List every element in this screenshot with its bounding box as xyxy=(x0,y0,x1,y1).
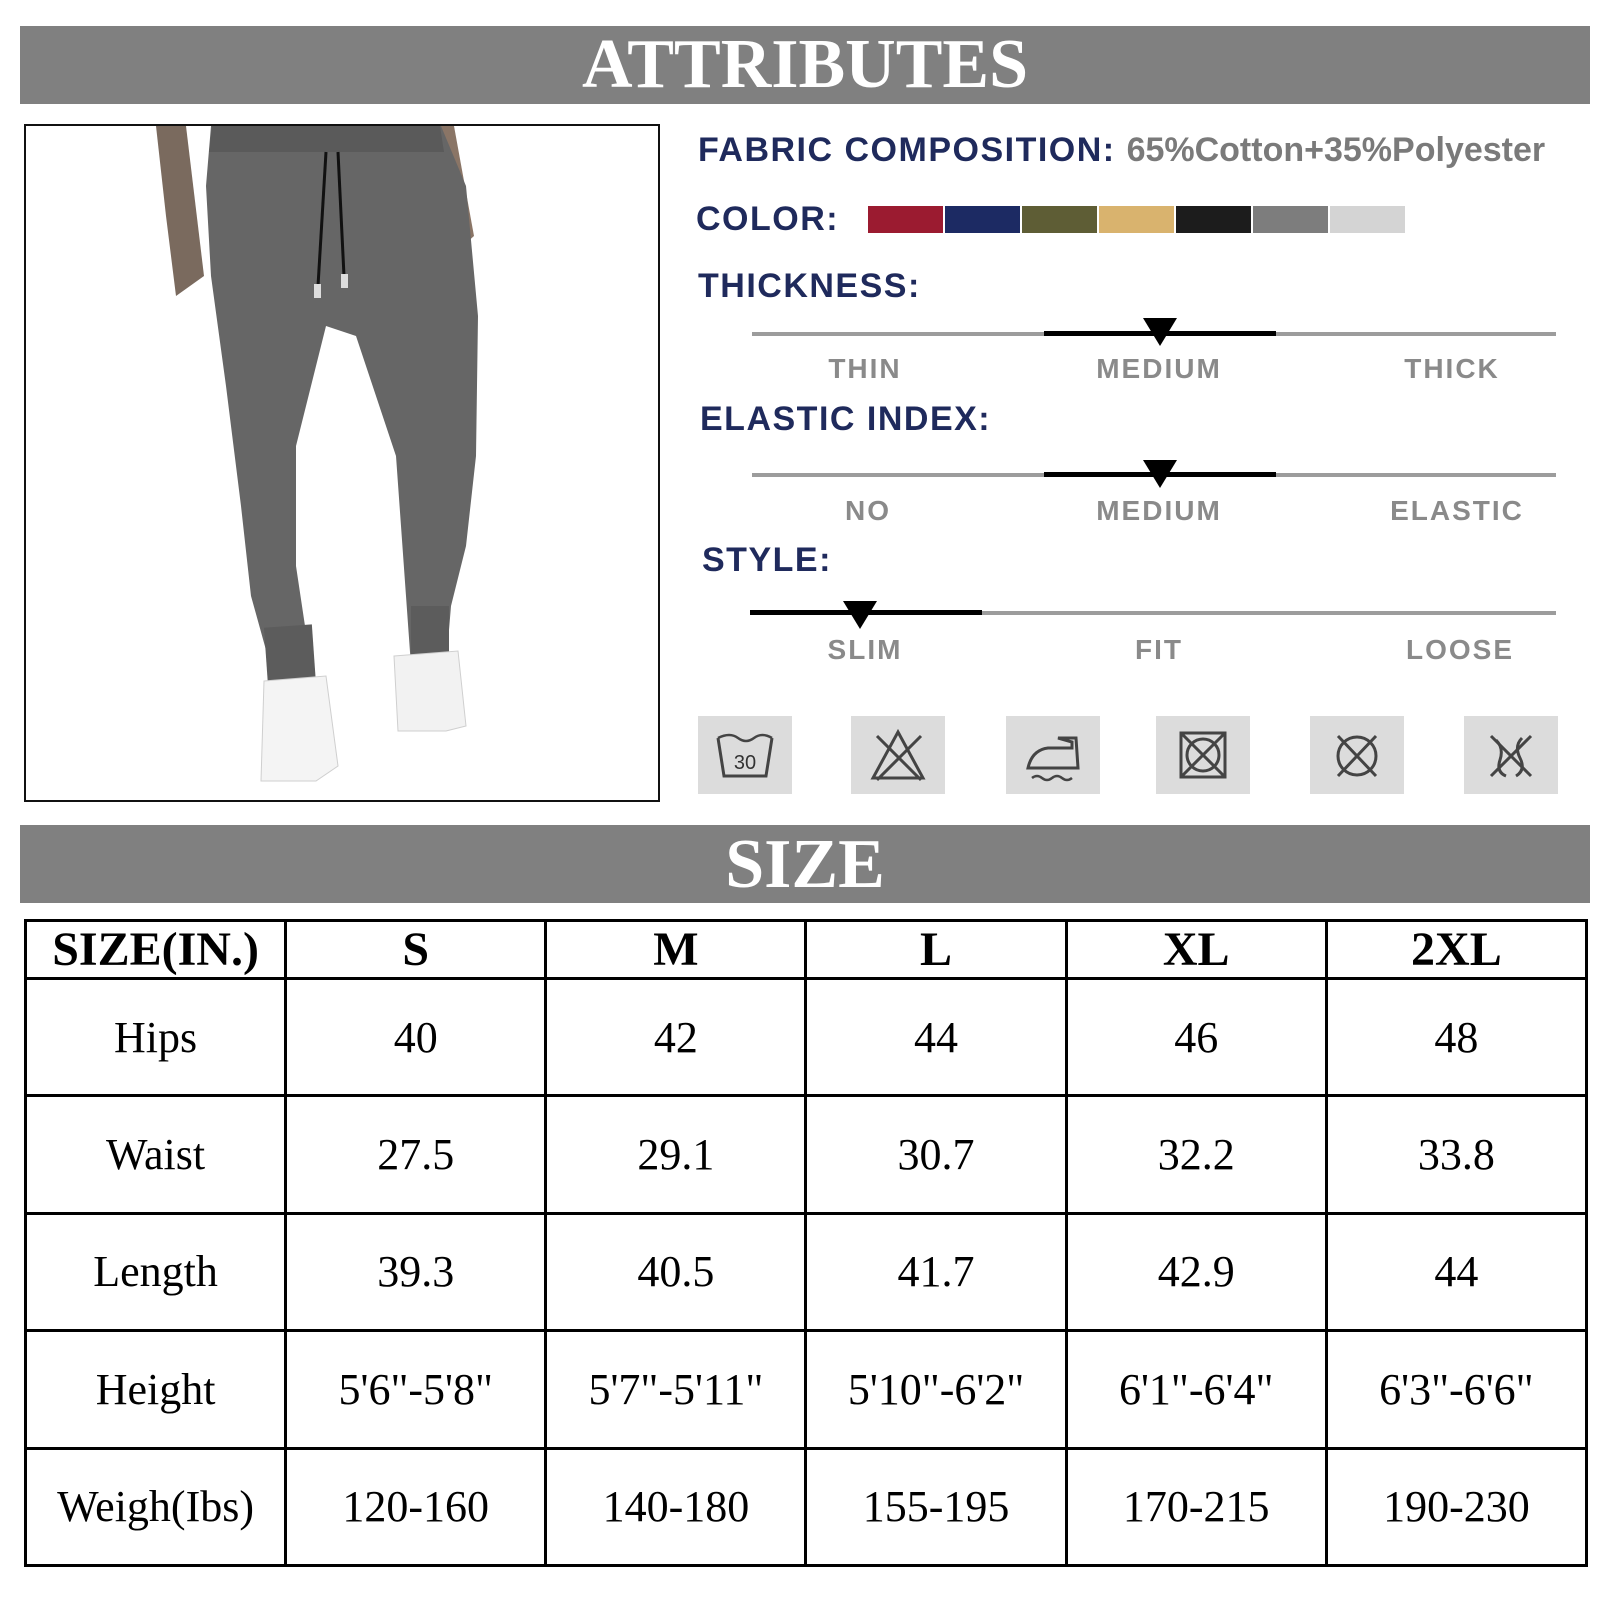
table-cell: 6'1"-6'4" xyxy=(1066,1331,1326,1448)
style-option-fit: FIT xyxy=(1135,634,1183,665)
size-banner: SIZE xyxy=(20,825,1590,903)
table-cell: 42.9 xyxy=(1066,1213,1326,1330)
table-row xyxy=(26,1448,1587,1565)
table-cell: 170-215 xyxy=(1066,1448,1326,1565)
thickness-option-thick: THICK xyxy=(1404,353,1500,384)
do-not-wring-icon xyxy=(1464,716,1558,794)
style-option-slim: SLIM xyxy=(827,634,903,665)
row-label-cell: Weigh(Ibs) xyxy=(26,1448,286,1565)
table-cell: 32.2 xyxy=(1066,1096,1326,1213)
color-swatch xyxy=(1176,206,1251,233)
color-swatch xyxy=(1253,206,1328,233)
color-label: COLOR: xyxy=(696,200,840,238)
fabric-composition-label: FABRIC COMPOSITION: xyxy=(698,131,1116,169)
table-cell: 44 xyxy=(1326,1213,1586,1330)
thickness-option-medium: MEDIUM xyxy=(1096,353,1222,384)
size-table-header-row xyxy=(26,921,1587,979)
table-cell: 44 xyxy=(806,979,1066,1096)
thickness-label: THICKNESS: xyxy=(698,267,921,305)
table-cell: 46 xyxy=(1066,979,1326,1096)
header-cell: XL xyxy=(1066,921,1326,979)
elastic-option-elastic: ELASTIC xyxy=(1390,495,1524,526)
do-not-bleach-icon xyxy=(851,716,945,794)
row-label-cell: Waist xyxy=(26,1096,286,1213)
row-label-cell: Height xyxy=(26,1331,286,1448)
table-cell: 39.3 xyxy=(286,1213,546,1330)
wash-temperature-text: 30 xyxy=(733,752,757,774)
table-cell: 5'6"-5'8" xyxy=(286,1331,546,1448)
row-label-cell: Hips xyxy=(26,979,286,1096)
color-swatch xyxy=(1330,206,1405,233)
iron-low-icon xyxy=(1006,716,1100,794)
header-cell: 2XL xyxy=(1326,921,1586,979)
table-cell: 140-180 xyxy=(546,1448,806,1565)
table-cell: 41.7 xyxy=(806,1213,1066,1330)
table-cell: 42 xyxy=(546,979,806,1096)
table-cell: 6'3"-6'6" xyxy=(1326,1331,1586,1448)
header-cell: SIZE(IN.) xyxy=(26,921,286,979)
color-swatch xyxy=(868,206,943,233)
jogger-pants-illustration xyxy=(26,126,658,800)
table-cell: 5'10"-6'2" xyxy=(806,1331,1066,1448)
size-chart-table xyxy=(24,919,1588,1567)
do-not-tumble-dry-icon xyxy=(1156,716,1250,794)
table-cell: 48 xyxy=(1326,979,1586,1096)
table-cell: 40 xyxy=(286,979,546,1096)
table-row xyxy=(26,1096,1587,1213)
attributes-banner: ATTRIBUTES xyxy=(20,26,1590,104)
thickness-pointer-icon xyxy=(1143,318,1177,346)
elastic-index-pointer-icon xyxy=(1143,460,1177,488)
table-row xyxy=(26,979,1587,1096)
header-cell: S xyxy=(286,921,546,979)
style-option-loose: LOOSE xyxy=(1405,634,1514,665)
wash-30-icon xyxy=(698,716,792,794)
header-cell: L xyxy=(806,921,1066,979)
product-photo xyxy=(24,124,660,802)
table-row xyxy=(26,1331,1587,1448)
table-cell: 29.1 xyxy=(546,1096,806,1213)
color-swatch xyxy=(1022,206,1097,233)
table-cell: 5'7"-5'11" xyxy=(546,1331,806,1448)
style-label: STYLE: xyxy=(702,541,832,579)
thickness-option-thin: THIN xyxy=(828,353,902,384)
table-cell: 155-195 xyxy=(806,1448,1066,1565)
elastic-option-medium: MEDIUM xyxy=(1096,495,1222,526)
style-pointer-icon xyxy=(843,601,877,629)
row-label-cell: Length xyxy=(26,1213,286,1330)
elastic-index-label: ELASTIC INDEX: xyxy=(700,400,992,438)
table-cell: 190-230 xyxy=(1326,1448,1586,1565)
color-swatch xyxy=(945,206,1020,233)
table-cell: 27.5 xyxy=(286,1096,546,1213)
table-cell: 30.7 xyxy=(806,1096,1066,1213)
elastic-option-no: NO xyxy=(845,495,891,526)
table-cell: 120-160 xyxy=(286,1448,546,1565)
do-not-dry-clean-icon xyxy=(1310,716,1404,794)
header-cell: M xyxy=(546,921,806,979)
color-swatch xyxy=(1099,206,1174,233)
table-cell: 33.8 xyxy=(1326,1096,1586,1213)
table-cell: 40.5 xyxy=(546,1213,806,1330)
fabric-composition-row xyxy=(698,131,1545,170)
table-row xyxy=(26,1213,1587,1330)
fabric-composition-value: 65%Cotton+35%Polyester xyxy=(1126,131,1546,169)
